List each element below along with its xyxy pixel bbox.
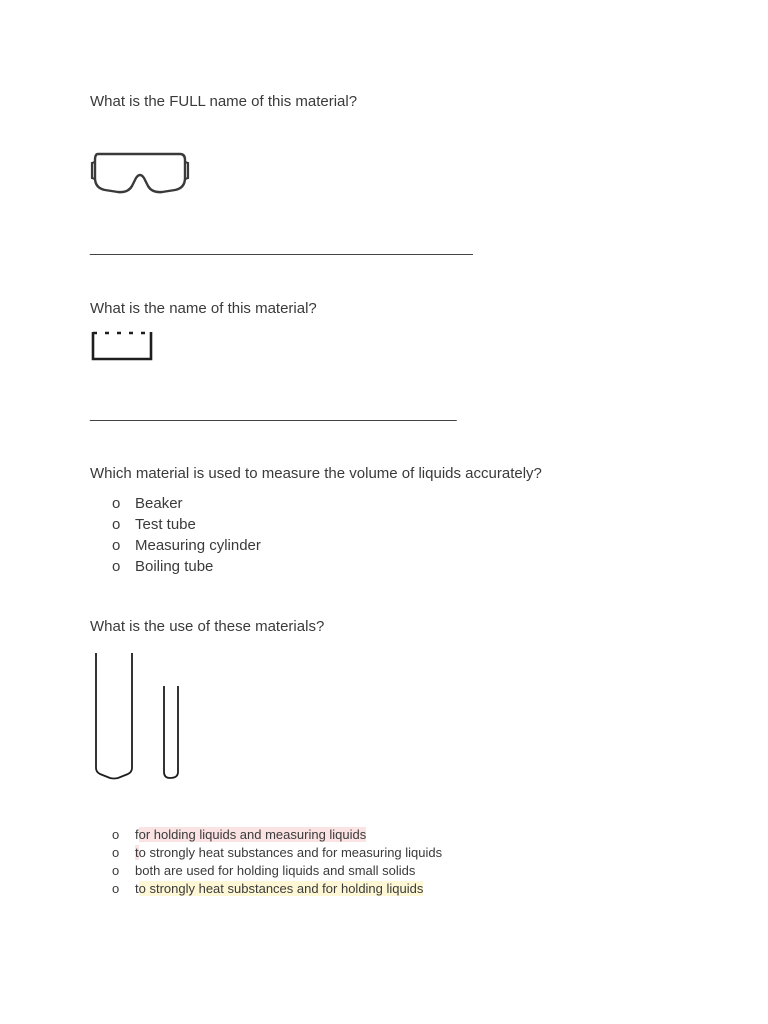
answer-line-1[interactable]: _______________________________________________ <box>90 239 473 256</box>
option-label: Test tube <box>135 516 196 533</box>
option-label: both are used for holding liquids and small solids <box>135 863 416 878</box>
list-bullet: o <box>112 558 121 575</box>
list-bullet: o <box>112 863 120 878</box>
question-2-text: What is the name of this material? <box>90 300 317 317</box>
list-bullet: o <box>112 845 120 860</box>
option-label: to strongly heat substances and for holding liquids <box>135 881 424 896</box>
wire-gauze-icon <box>90 329 154 363</box>
list-bullet: o <box>112 537 121 554</box>
question-4-text: What is the use of these materials? <box>90 618 325 635</box>
list-bullet: o <box>112 495 121 512</box>
safety-goggles-icon <box>90 150 190 196</box>
option-label: for holding liquids and measuring liquids <box>135 827 367 842</box>
option-label: Boiling tube <box>135 558 214 575</box>
answer-line-2[interactable]: _____________________________________________ <box>90 405 457 422</box>
option-label: to strongly heat substances and for measuring liquids <box>135 845 443 860</box>
question-1-text: What is the FULL name of this material? <box>90 93 358 110</box>
list-bullet: o <box>112 827 120 842</box>
list-bullet: o <box>112 881 120 896</box>
option-label: Measuring cylinder <box>135 537 261 554</box>
boiling-tube-and-test-tube-icon <box>90 650 190 782</box>
option-label: Beaker <box>135 495 183 512</box>
list-bullet: o <box>112 516 121 533</box>
question-3-text: Which material is used to measure the volume of liquids accurately? <box>90 465 542 482</box>
